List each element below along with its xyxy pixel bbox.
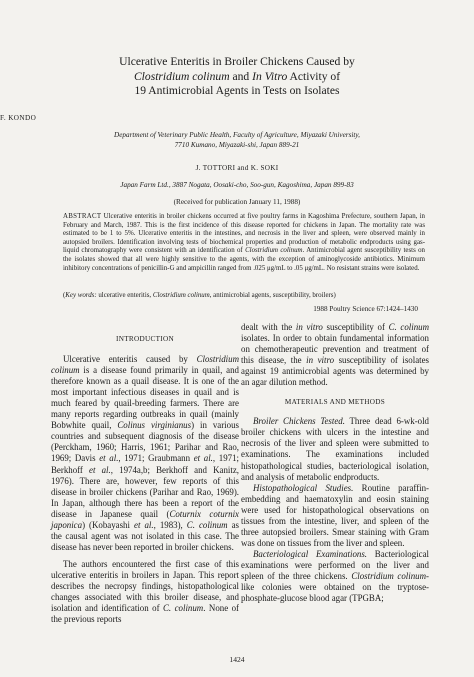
section-heading-introduction: INTRODUCTION [116,335,174,343]
title-organism: Clostridium colinum [133,69,230,83]
methods-bacteriology: Bacteriological Examinations. Bacteriological examinations were performed on the liver and spleen of the three chickens. Clostridium colinum-like colonies were obtained on the tryptose-phosphate-glucose blood agar (TPGBA; [241,548,429,604]
affiliation-2: Japan Farm Ltd., 3887 Nogata, Oosaki-cho, Soo-gun, Kagoshima, Japan 899-83 [120,181,354,189]
title-line-2: Clostridium colinum and In Vitro Activity of [133,69,341,83]
intro-paragraph-continued: dealt with the in vitro susceptibility of C. colinum isolates. In order to obtain fundamental information on chemotherapeutic prevention and treatment of this disease, the in vitro susceptibility of isolates against 19 antimicrobial agents was determined by an agar dilution method. [241,322,429,388]
page-number: 1424 [229,655,245,664]
affiliation-1: Department of Veterinary Public Health, Faculty of Agriculture, Miyazaki University, 7710 Kumano, Miyazaki-shi, Japan 889-21 [114,131,360,149]
keywords: (Key words: ulcerative enteritis, Clostridium colinum, antimicrobial agents, susceptibility, broilers) [63,292,336,299]
title-in-vitro: In Vitro [252,69,288,83]
article-title [60,55,414,99]
author-2: J. TOTTORI and K. SOKI [195,164,279,172]
methods-broiler-chickens: Broiler Chickens Tested. Three dead 6-wk-old broiler chickens with ulcers in the intestine and necrosis of the liver and spleen were submitted to examinations. The examinations included histopathological studies, bacteriological isolation, and analysis of metabolic endproducts. [241,416,429,482]
title-line-1: Ulcerative Enteritis in Broiler Chickens Caused by [119,55,355,68]
abstract: ABSTRACT Ulcerative enteritis in broiler chickens occurred at five poultry farms in Kagoshima Prefecture, southern Japan, in February and March, 1987. This is the first incidence of this disease reported for chickens in Japan. The mortality rate was estimated to be 1 to 5%. Ulcerative enteritis in the intestines, and necrosis in the liver and spleen, were observed mainly in autopsied broilers. Identification involving tests of biochemical properties and production of metabolic endproducts using gas-liquid chromatography were consistent with an identification of Clostridium colinum. Antimicrobial agent susceptibility tests on the isolates showed that all were highly sensitive to the agents, with the exception of aminoglycoside antibiotics. Minimum inhibitory concentrations of penicillin-G and ampicillin ranged from .025 μg/mL to .05 μg/mL. No resistant strains were isolated. [63,213,425,272]
received-date: (Received for publication January 11, 1988) [173,198,301,206]
right-column [241,322,429,604]
keywords-label: Key words: [65,292,97,299]
left-column [51,334,239,625]
intro-paragraph-1: Ulcerative enteritis caused by Clostridium colinum is a disease found primarily in quail, and therefore known as a quail disease. It is one of the most important infectious diseases in quail and is much feared by quail-breeding farmers. There are many reports regarding outbreaks in quail (mainly Bobwhite quail, Colinus virginianus) in various countries and subsequent diagnosis of the disease (Perckham, 1960; Harris, 1961; Parihar and Rao, 1969; Davis et al., 1971; Graubmann et al., 1971; Berkhoff et al., 1974a,b; Berkhoff and Kanitz, 1976). There are, however, few reports of this disease in broiler chickens (Parihar and Rao, 1969). In Japan, although there has been a report of the disease in Japanese quail (Coturnix coturnix japonica) (Kobayashi et al., 1983), C. colinum as the causal agent was not isolated in this case. The disease has never been reported in broiler chickens. [51,354,239,552]
intro-paragraph-2: The authors encountered the first case of this ulcerative enteritis in broilers in Japan. This report describes the necropsy findings, histopathological changes associated with this broiler disease, and isolation and identification of C. colinum. None of the previous reports [51,558,240,625]
methods-histopathology: Histopathological Studies. Routine paraffin-embedding and haematoxylin and eosin staining were used for histopathological observations on tissues from the intestine, liver, and spleen of the three autopsied broilers. Smear staining with Gram was done on tissues from the liver and spleen. [241,482,430,548]
author-1: F. KONDO [0,114,37,122]
journal-citation: 1988 Poultry Science 67:1424–1430 [313,305,418,313]
abstract-label: ABSTRACT [63,213,102,220]
section-heading-materials-methods: MATERIALS AND METHODS [284,398,386,407]
title-line-3: 19 Antimicrobial Agents in Tests on Isolates [134,84,340,98]
